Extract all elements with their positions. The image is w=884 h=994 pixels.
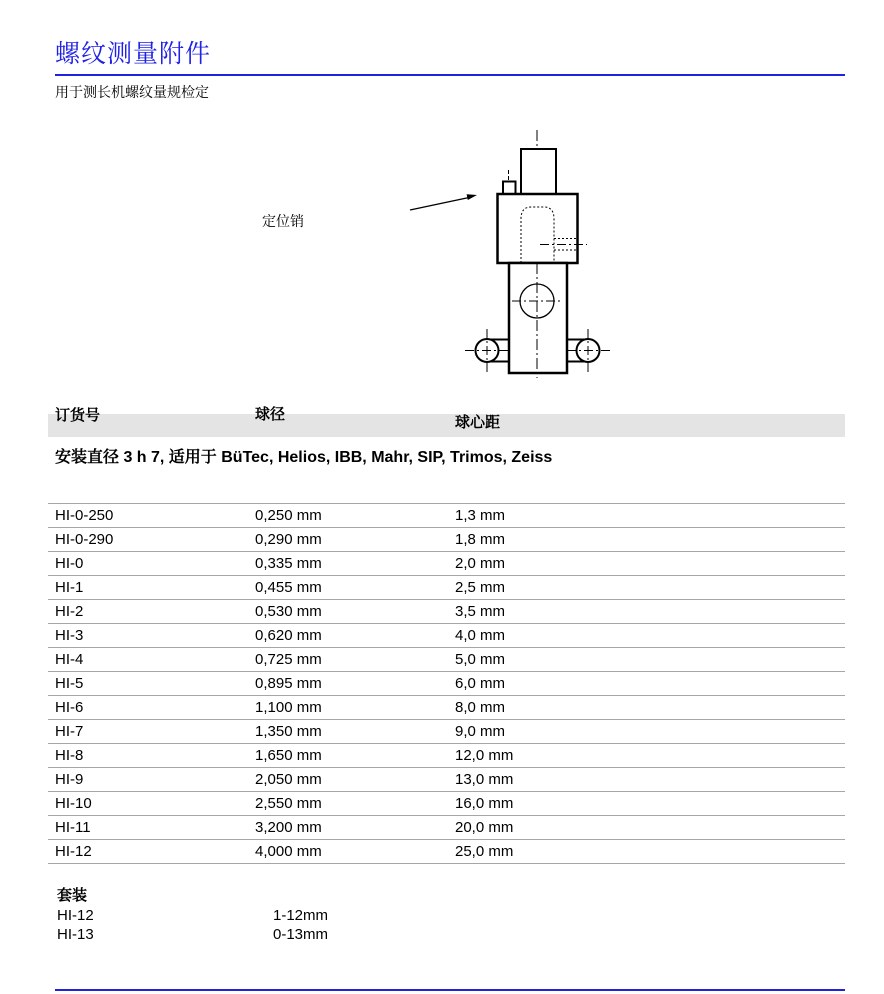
table-cell: HI-13 (57, 926, 94, 943)
positioning-pin (503, 182, 516, 195)
table-cell: 13,0 mm (455, 771, 514, 788)
table-cell: HI-2 (55, 603, 84, 620)
table-cell: 1,3 mm (455, 507, 506, 524)
table-cell: HI-5 (55, 675, 84, 692)
table-cell: 1,350 mm (255, 723, 322, 740)
table-cell: 4,000 mm (255, 843, 322, 860)
table-row (48, 720, 845, 744)
footer-rule (55, 989, 845, 991)
table-section-title: 安装直径 3 h 7, 适用于 BüTec, Helios, IBB, Mahr, SIP, Trimos, Zeiss (55, 449, 553, 466)
table-row (48, 925, 548, 944)
top-shaft (521, 149, 556, 194)
table-cell: HI-10 (55, 795, 92, 812)
table-row (48, 528, 845, 552)
table-cell: 0,335 mm (255, 555, 322, 572)
table-row (48, 744, 845, 768)
table-cell: 0,250 mm (255, 507, 322, 524)
table-cell: 4,0 mm (455, 627, 506, 644)
table-row (48, 696, 845, 720)
table-cell: 3,5 mm (455, 603, 506, 620)
table-cell: 6,0 mm (455, 675, 506, 692)
table-cell: 2,550 mm (255, 795, 322, 812)
table-row (48, 792, 845, 816)
table-cell: 0,725 mm (255, 651, 322, 668)
table-cell: HI-8 (55, 747, 84, 764)
page-subtitle: 用于测长机螺纹量规检定 (55, 84, 209, 100)
diagram-label-positioning-pin: 定位销 (262, 213, 304, 229)
table-header-bar (48, 414, 845, 437)
table-row (48, 768, 845, 792)
page-title: 螺纹测量附件 (55, 39, 212, 68)
table-cell: 0-13mm (273, 926, 329, 943)
table-cell: HI-1 (55, 579, 84, 596)
table-cell: 1,100 mm (255, 699, 322, 716)
pointer-arrow-icon (410, 194, 477, 210)
table-cell: 1,650 mm (255, 747, 322, 764)
table-row (48, 816, 845, 840)
table-row (48, 624, 845, 648)
table-cell: 2,050 mm (255, 771, 322, 788)
table-cell: 0,455 mm (255, 579, 322, 596)
table-cell: 25,0 mm (455, 843, 514, 860)
parts-table (48, 503, 845, 864)
table-cell: 2,5 mm (455, 579, 506, 596)
table-row (48, 648, 845, 672)
table-cell: 1-12mm (273, 907, 329, 924)
column-header-ball-diameter: 球径 (255, 406, 286, 423)
sets-heading: 套装 (57, 887, 88, 904)
table-row (48, 504, 845, 528)
table-cell: HI-9 (55, 771, 84, 788)
head-block (498, 194, 578, 263)
table-cell: 9,0 mm (455, 723, 506, 740)
table-cell: 1,8 mm (455, 531, 506, 548)
table-cell: HI-0 (55, 555, 84, 572)
table-row (48, 576, 845, 600)
table-cell: HI-4 (55, 651, 84, 668)
table-cell: HI-0-250 (55, 507, 114, 524)
table-cell: 12,0 mm (455, 747, 514, 764)
table-cell: HI-12 (57, 907, 94, 924)
sets-table (48, 906, 548, 944)
table-cell: HI-12 (55, 843, 92, 860)
technical-drawing (250, 118, 650, 390)
table-cell: HI-3 (55, 627, 84, 644)
table-cell: 0,530 mm (255, 603, 322, 620)
column-header-order-no: 订货号 (55, 407, 101, 424)
table-cell: 8,0 mm (455, 699, 506, 716)
table-cell: 0,290 mm (255, 531, 322, 548)
table-row (48, 906, 548, 925)
table-cell: HI-7 (55, 723, 84, 740)
table-cell: 20,0 mm (455, 819, 514, 836)
table-row (48, 600, 845, 624)
table-cell: 0,895 mm (255, 675, 322, 692)
title-underline-rule (55, 74, 845, 76)
table-cell: HI-0-290 (55, 531, 114, 548)
column-header-ball-center-distance: 球心距 (455, 414, 501, 431)
table-cell: 5,0 mm (455, 651, 506, 668)
table-row (48, 672, 845, 696)
table-cell: HI-11 (55, 819, 91, 836)
table-cell: 16,0 mm (455, 795, 514, 812)
table-row (48, 840, 845, 864)
table-cell: 3,200 mm (255, 819, 322, 836)
table-row (48, 552, 845, 576)
table-cell: HI-6 (55, 699, 84, 716)
table-cell: 2,0 mm (455, 555, 506, 572)
table-cell: 0,620 mm (255, 627, 322, 644)
